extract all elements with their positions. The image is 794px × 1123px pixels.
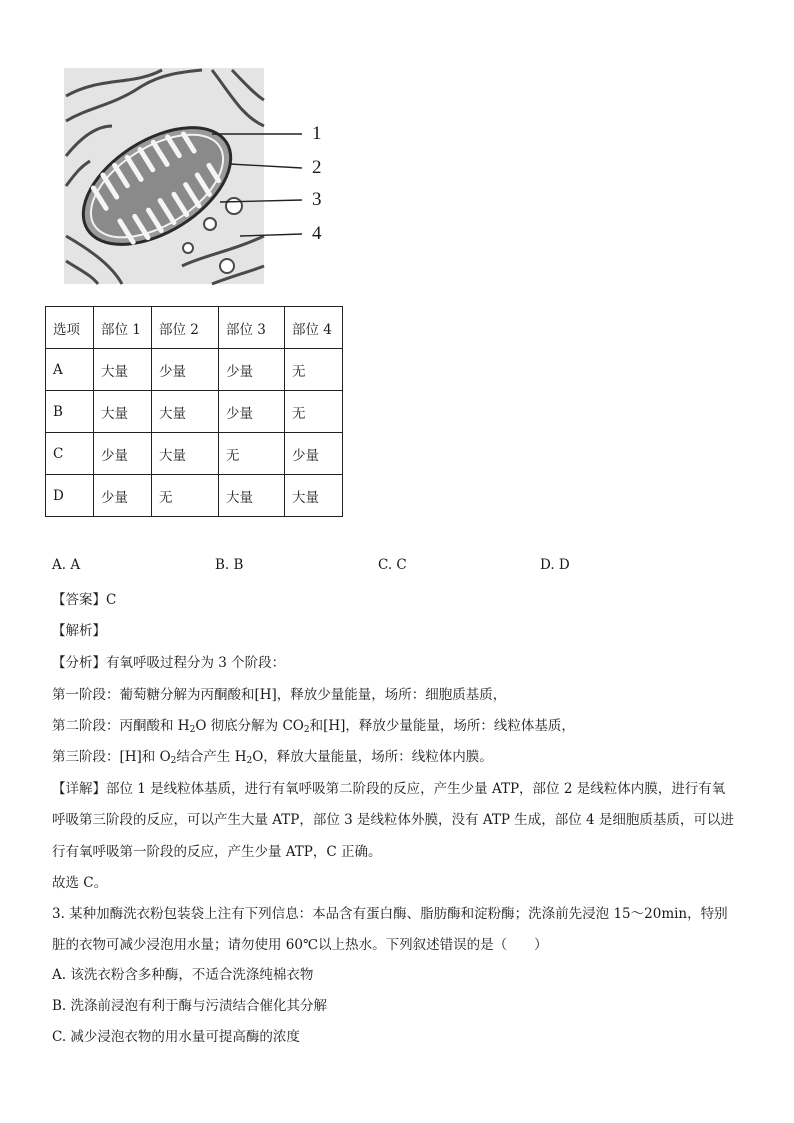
table-cell: 少量 <box>219 349 285 391</box>
analysis-intro: 【分析】有氧呼吸过程分为 3 个阶段： <box>52 655 286 671</box>
question-3-stem-line-1: 3. 某种加酶洗衣粉包装袋上注有下列信息：本品含有蛋白酶、脂肪酶和淀粉酶；洗涤前先浸泡 15～20min，特别 <box>52 906 728 922</box>
choice-b: B. B <box>215 557 244 573</box>
mitochondrion-drawing <box>62 66 332 286</box>
table-cell: 少量 <box>94 433 152 475</box>
question-3-option-a: A. 该洗衣粉含多种酶，不适合洗涤纯棉衣物 <box>52 967 314 983</box>
table-header-cell: 部位 3 <box>219 307 285 349</box>
table-cell: 少量 <box>94 475 152 517</box>
table-header-cell: 部位 2 <box>152 307 219 349</box>
table-cell: 无 <box>152 475 219 517</box>
table-cell: 少量 <box>219 391 285 433</box>
question-3-stem-line-2: 脏的衣物可减少浸泡用水量；请勿使用 60℃以上热水。下列叙述错误的是（ ） <box>52 937 548 953</box>
label-part-1: 1 <box>312 123 322 144</box>
table-cell: 无 <box>285 391 343 433</box>
table-cell: D <box>46 475 94 517</box>
table-cell: 大量 <box>152 433 219 475</box>
table-header-cell: 部位 1 <box>94 307 152 349</box>
question-3-option-c: C. 减少浸泡衣物的用水量可提高酶的浓度 <box>52 1029 300 1045</box>
table-cell: 大量 <box>285 475 343 517</box>
table-cell: 无 <box>285 349 343 391</box>
table-cell: 大量 <box>94 391 152 433</box>
question-3-option-b: B. 洗涤前浸泡有利于酶与污渍结合催化其分解 <box>52 998 328 1014</box>
table-cell: A <box>46 349 94 391</box>
table-cell: 大量 <box>94 349 152 391</box>
choice-a: A. A <box>52 557 81 573</box>
table-cell: 无 <box>219 433 285 475</box>
analysis-stage-3: 第三阶段：[H]和 $O_2$结合产生 $H_2O$，释放大量能量，场所：线粒体内膜。 <box>52 749 493 766</box>
analysis-title: 【解析】 <box>52 623 106 639</box>
label-part-3: 3 <box>312 189 322 210</box>
conclusion: 故选 C。 <box>52 875 108 891</box>
table-cell: 少量 <box>152 349 219 391</box>
table-cell: 大量 <box>152 391 219 433</box>
table-cell: 大量 <box>219 475 285 517</box>
table-cell: B <box>46 391 94 433</box>
table-cell: C <box>46 433 94 475</box>
table-cell: 少量 <box>285 433 343 475</box>
label-part-4: 4 <box>312 223 322 244</box>
mitochondrion-figure <box>62 66 332 286</box>
choice-d: D. D <box>540 557 570 573</box>
analysis-stage-1: 第一阶段：葡萄糖分解为丙酮酸和[H]，释放少量能量，场所：细胞质基质， <box>52 687 507 703</box>
table-row <box>46 391 343 433</box>
table-header-row <box>46 307 343 349</box>
detail-line-2: 呼吸第三阶段的反应，可以产生大量 ATP，部位 3 是线粒体外膜，没有 ATP 生成，部位 4 是细胞质基质，可以进 <box>52 812 734 828</box>
options-table <box>45 306 343 517</box>
detail-line-1: 【详解】部位 1 是线粒体基质，进行有氧呼吸第二阶段的反应，产生少量 ATP，部位 2 是线粒体内膜，进行有氧 <box>52 781 726 797</box>
table-header-cell: 选项 <box>46 307 94 349</box>
table-row <box>46 475 343 517</box>
table-header-cell: 部位 4 <box>285 307 343 349</box>
label-part-2: 2 <box>312 157 322 178</box>
analysis-stage-2: 第二阶段：丙酮酸和 $H_2O$ 彻底分解为 $CO_2$和[H]，释放少量能量，场所：线粒体基质， <box>52 718 575 735</box>
table-row <box>46 349 343 391</box>
detail-line-3: 行有氧呼吸第一阶段的反应，产生少量 ATP，C 正确。 <box>52 844 382 860</box>
choice-c: C. C <box>378 557 407 573</box>
answer: 【答案】C <box>52 592 117 608</box>
table-row <box>46 433 343 475</box>
